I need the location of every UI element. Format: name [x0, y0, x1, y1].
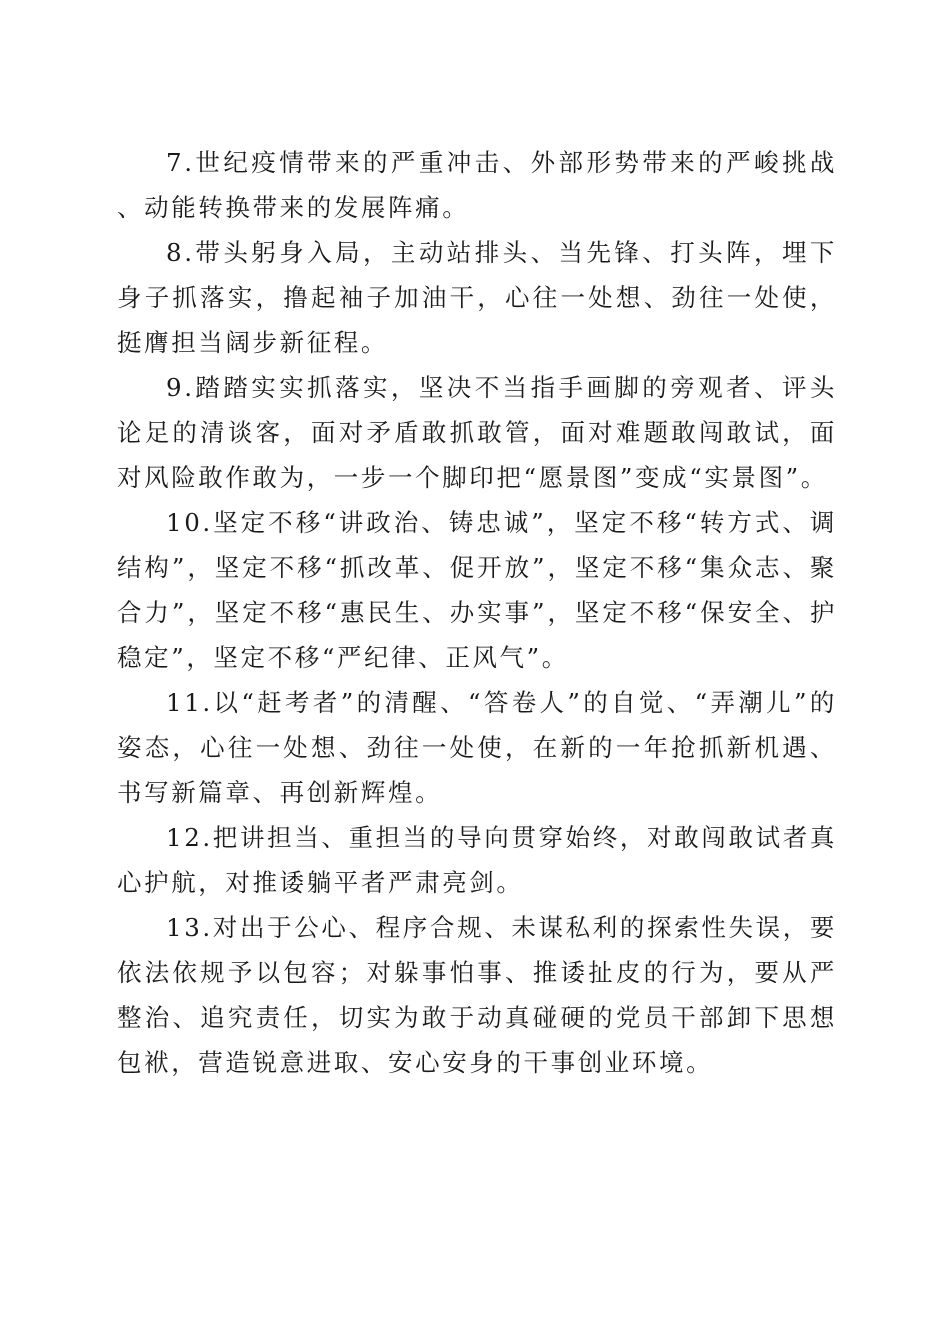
- paragraph-9: 9.踏踏实实抓落实，坚决不当指手画脚的旁观者、评头论足的清谈客，面对矛盾敢抓敢管，面对难题敢闯敢试，面对风险敢作敢为，一步一个脚印把“愿景图”变成“实景图”。: [117, 373, 837, 492]
- paragraph-11: 11.以“赶考者”的清醒、“答卷人”的自觉、“弄潮儿”的姿态，心往一处想、劲往一处使，在新的一年抢抓新机遇、书写新篇章、再创新辉煌。: [117, 688, 837, 807]
- paragraph-13: 13.对出于公心、程序合规、未谋私利的探索性失误，要依法依规予以包容；对躲事怕事、推诿扯皮的行为，要从严整治、追究责任，切实为敢于动真碰硬的党员干部卸下思想包袱，营造锐意进取、安心安身的干事创业环境。: [117, 913, 837, 1077]
- document-body: [117, 140, 837, 1085]
- paragraph-12: 12.把讲担当、重担当的导向贯穿始终，对敢闯敢试者真心护航，对推诿躺平者严肃亮剑。: [117, 823, 837, 897]
- paragraph-8: 8.带头躬身入局，主动站排头、当先锋、打头阵，埋下身子抓落实，撸起袖子加油干，心往一处想、劲往一处使，挺膺担当阔步新征程。: [117, 238, 837, 357]
- paragraph-7: 7.世纪疫情带来的严重冲击、外部形势带来的严峻挑战、动能转换带来的发展阵痛。: [117, 148, 837, 222]
- paragraph-10: 10.坚定不移“讲政治、铸忠诚”，坚定不移“转方式、调结构”，坚定不移“抓改革、促开放”，坚定不移“集众志、聚合力”，坚定不移“惠民生、办实事”，坚定不移“保安全、护稳定”，坚定不移“严纪律、正风气”。: [117, 508, 837, 672]
